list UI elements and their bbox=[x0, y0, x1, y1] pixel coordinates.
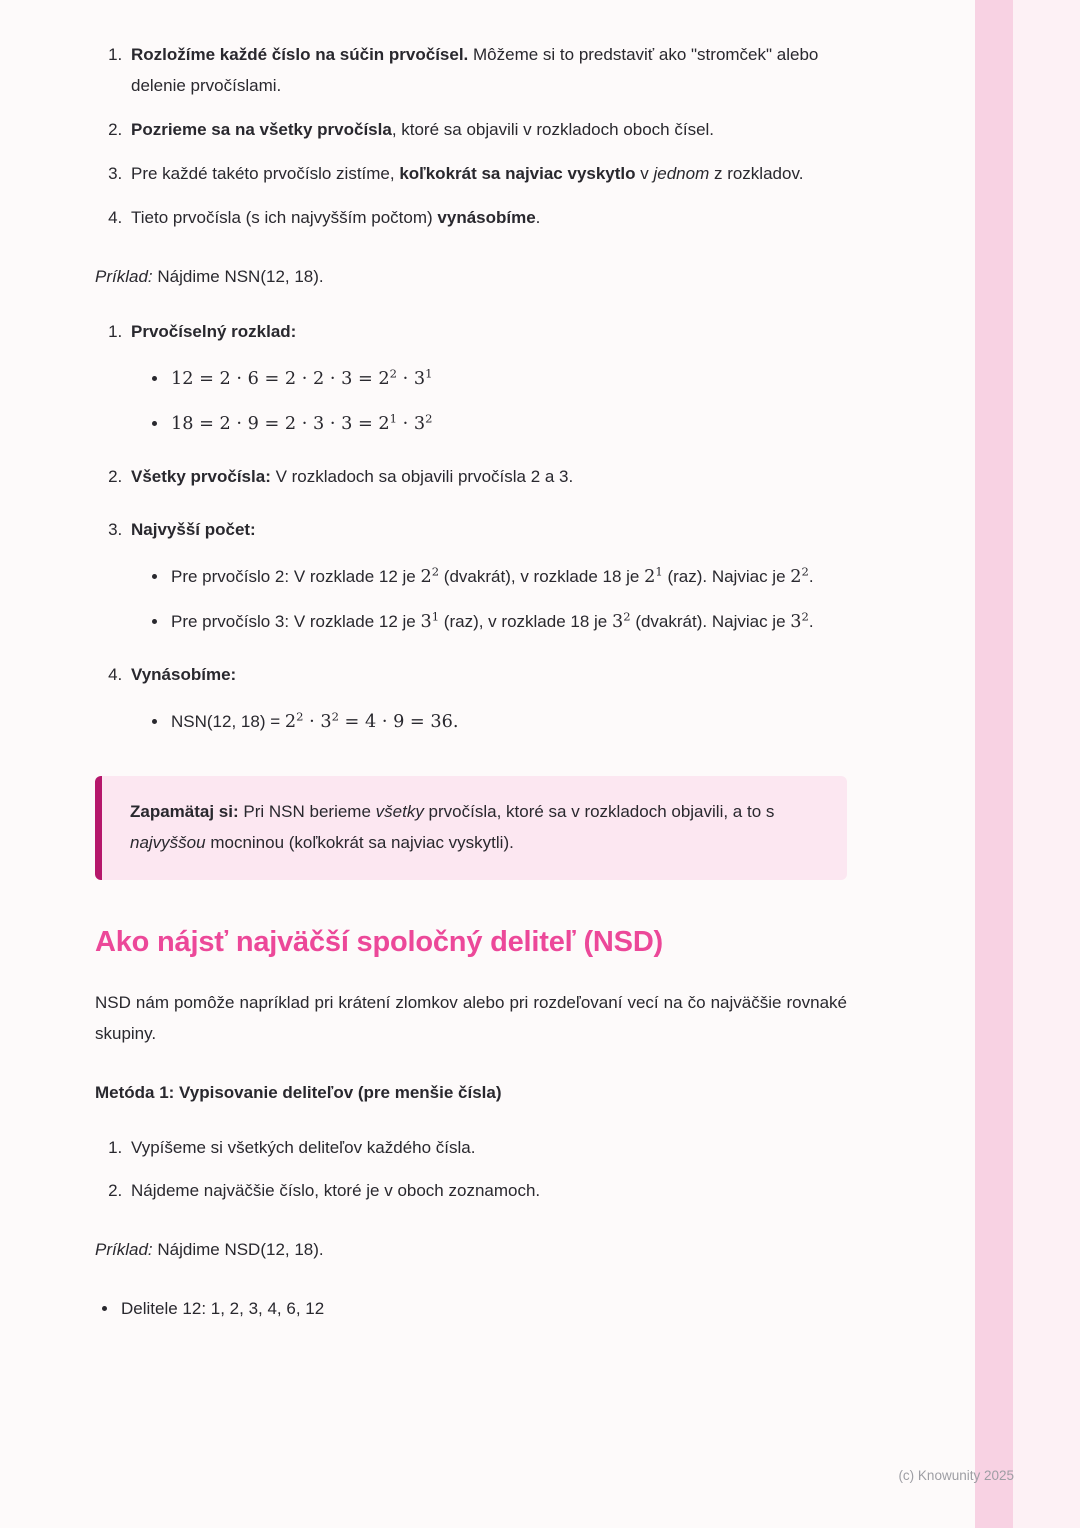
example-intro: Príklad: Nájdime NSD(12, 18). bbox=[95, 1240, 324, 1260]
list-item: 2. Pozrieme sa na všetky prvočísla, ktoré sa objavili v rozkladoch oboch čísel. bbox=[127, 115, 847, 146]
divisors-list bbox=[95, 1294, 847, 1325]
list-item-title: Vynásobíme: bbox=[131, 665, 237, 685]
nsn-steps-list bbox=[95, 40, 847, 234]
list-item-title: Najvyšší počet: bbox=[131, 519, 256, 539]
page-edge-stripe bbox=[975, 0, 1013, 1528]
nsd-steps-list bbox=[95, 1133, 847, 1207]
list-item bbox=[127, 317, 847, 440]
nsn-example-list bbox=[95, 317, 847, 739]
watermark: (c) Knowunity 2025 bbox=[898, 1468, 1014, 1483]
list-item bbox=[127, 515, 847, 638]
list-item: 4. Tieto prvočísla (s ich najvyšším počtom) vynásobíme. bbox=[127, 203, 847, 234]
callout-text: Zapamätaj si: Pri NSN berieme všetky prvočísla, ktoré sa v rozkladoch objavili, a to s najvyššou mocninou (koľkokrát sa najviac vyskytli). bbox=[130, 802, 775, 853]
list-item: 3. Pre každé takéto prvočíslo zistíme, koľkokrát sa najviac vyskytlo v jednom z rozkladov. bbox=[127, 159, 847, 190]
list-item-title: Prvočíselný rozklad: bbox=[131, 321, 297, 341]
math-line: • NSN(12, $18) = 2^2 \cdot 3^2 = 4 \cdot 9 = 36$. bbox=[169, 706, 847, 738]
list-item bbox=[127, 660, 847, 738]
bullet-list bbox=[131, 561, 847, 638]
list-item: 1. Vypíšeme si všetkých deliteľov každého čísla. bbox=[127, 1133, 847, 1164]
math-line: • $12 = 2 \cdot 6 = 2 \cdot 2 \cdot 3 = 2^2 \cdot 3^1$ bbox=[169, 363, 847, 395]
page-edge-margin bbox=[1013, 0, 1080, 1528]
bullet-list bbox=[131, 706, 847, 738]
bullet-item: • Delitele 12: 1, 2, 3, 4, 6, 12 bbox=[119, 1294, 847, 1325]
list-item: 2. Nájdeme najväčšie číslo, ktoré je v oboch zoznamoch. bbox=[127, 1176, 847, 1207]
list-item: 1. Rozložíme každé číslo na súčin prvočísel. Môžeme si to predstaviť ako "stromček" alebo delenie prvočíslami. bbox=[127, 40, 847, 102]
nsd-intro-paragraph: NSD nám pomôže napríklad pri krátení zlomkov alebo pri rozdeľovaní vecí na čo najväčšie rovnaké skupiny. bbox=[95, 993, 847, 1044]
document-content bbox=[95, 40, 847, 1325]
math-bullet-list bbox=[131, 363, 847, 440]
method-title: Metóda 1: Vypisovanie deliteľov (pre menšie čísla) bbox=[95, 1083, 502, 1103]
example-intro: Príklad: Nájdime NSN(12, 18). bbox=[95, 266, 324, 286]
list-item: 2. Všetky prvočísla: V rozkladoch sa objavili prvočísla 2 a 3. bbox=[127, 462, 847, 493]
remember-callout bbox=[95, 776, 847, 880]
math-line: • $18 = 2 \cdot 9 = 2 \cdot 3 \cdot 3 = 2^1 \cdot 3^2$ bbox=[169, 408, 847, 440]
bullet-item: • Pre prvočíslo 3: V rozklade 12 je $3^1$ (raz), v rozklade 18 je $3^2$ (dvakrát). Najviac je $3^2$. bbox=[169, 606, 847, 638]
bullet-item: • Pre prvočíslo 2: V rozklade 12 je $2^2$ (dvakrát), v rozklade 18 je $2^1$ (raz). Najviac je $2^2$. bbox=[169, 561, 847, 593]
section-heading-nsd: Ako nájsť najväčší spoločný deliteľ (NSD) bbox=[95, 926, 664, 959]
